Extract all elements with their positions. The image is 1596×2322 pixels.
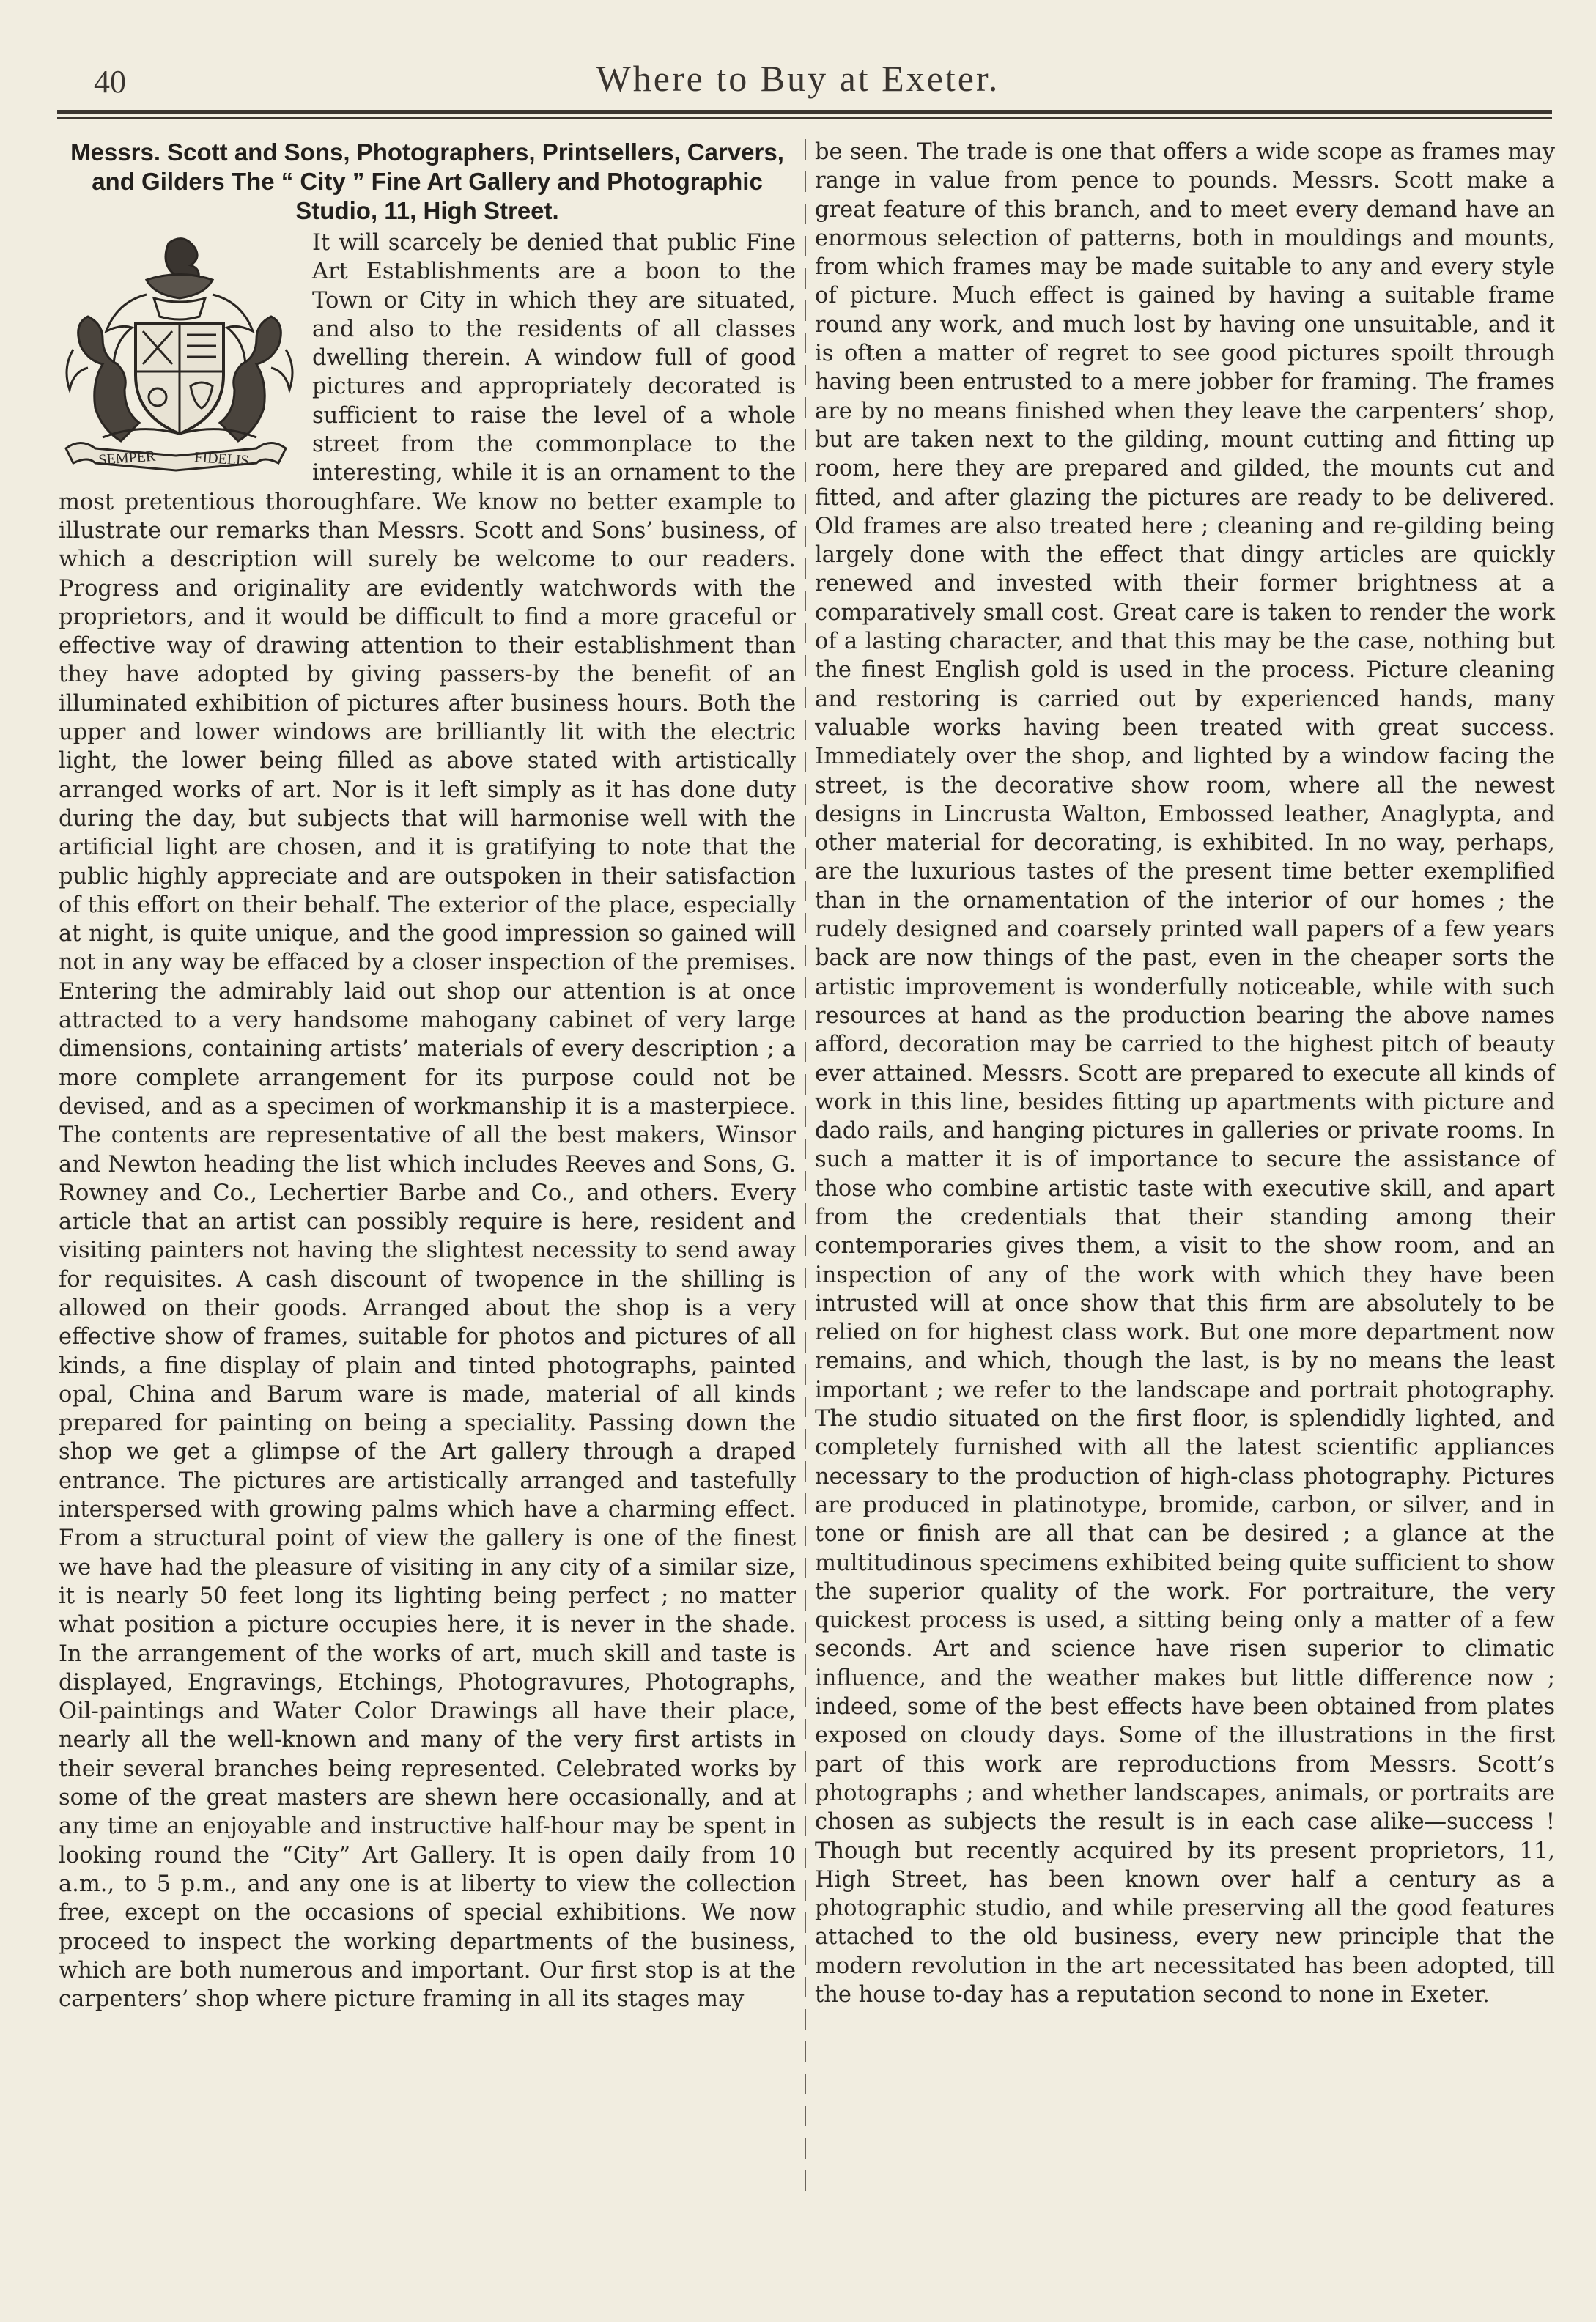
right-column [815, 138, 1555, 2009]
running-title: Where to Buy at Exeter. [596, 58, 1000, 99]
page-number: 40 [94, 64, 126, 100]
coat-of-arms-icon [59, 229, 300, 476]
motto-right: FIDELIS [193, 449, 250, 470]
right-column-text: be seen. The trade is one that offers a wide scope as frames may range in value from pence to pounds. Messrs. Scott make a great feature of this branch, and to meet every demand have an enormous selection of patterns, both in mouldings and mounts, from which frames may be made suitable to any and every style of picture. Much effect is gained by having a suitable frame round any work, and much lost by having one unsuitable, and it is often a matter of regret to see good pictures spoilt through having been entrusted to a mere jobber for framing. The frames are by no means finished when they leave the carpenters’ shop, but are taken next to the gilding, mount cutting and fitting up room, here they are prepared and gilded, the mounts cut and fitted, and after glazing the pictures are ready to be delivered. Old frames are also treated here ; cleaning and re-gilding being largely done with the effect that dingy articles are quickly renewed and invested with their former brightness at a comparatively small cost. Great care is taken to render the work of a lasting character, and that this may be the case, nothing but the finest English gold is used in the process. Picture cleaning and restoring is carried out by experienced hands, many valuable works having been treated with great success. Immediately over the shop, and lighted by a window facing the street, is the decorative show room, where all the newest designs in Lincrusta Walton, Embossed leather, Anaglypta, and other material for decorating, is exhibited. In no way, perhaps, are the luxurious tastes of the present time better exemplified than in the ornamentation of the interior of our homes ; the rudely designed and coarsely printed wall papers of a few years back are now things of the past, even in the cheaper sorts the artistic improvement is wonderfully noticeable, while with such resources at hand as the production bearing the above names afford, decoration may be carried to the highest pitch of beauty ever attained. Messrs. Scott are prepared to execute all kinds of work in this line, besides fitting up apartments with picture and dado rails, and hanging pictures in galleries or private rooms. In such a matter it is of importance to secure the assistance of those who combine artistic taste with executive skill, and apart from the credentials that their standing among their contemporaries gives them, a visit to the show room, and an inspection of any of the work with which they have been intrusted will at once show that this firm are absolutely to be relied on for highest class work. But one more department now remains, and which, though the last, is by no means the least important ; we refer to the landscape and portrait photography. The studio situated on the first floor, is splendidly lighted, and completely furnished with all the latest scientific appliances necessary to the production of high-class photography. Pictures are produced in platinotype, bromide, carbon, or silver, and in tone or finish are all that can be desired ; a glance at the multitudinous specimens exhibited being quite sufficient to show the superior quality of the work. For portraiture, the very quickest process is used, a sitting being only a matter of a few seconds. Art and science have risen superior to climatic influence, and the weather makes but little difference now ; indeed, some of the best effects have been obtained from plates exposed on cloudy days. Some of the illustrations in the first part of this work are reproductions from Messrs. Scott’s photographs ; and whether landscapes, animals, or portraits are chosen as subjects the result is in each case alike—success ! Though but recently acquired by its present proprietors, 11, High Street, has been known over half a century as a photographic studio, and while preserving all the good features attached to the old business, every new principle that the modern revolution in the art necessitated has been adopted, till the house to-day has a reputation second to none in Exeter. [815, 139, 1555, 2008]
left-column-text: It will scarcely be denied that public Fine Art Establishments are a boon to the Town or City in which they are situated, and also to the residents of all classes dwelling therein. A window full of good pictures and appropriately decorated is sufficient to raise the level of a whole street from the commonplace to the interesting, while it is an ornament to the most pretentious thoroughfare. We know no better example to illustrate our remarks than Messrs. Scott and Sons’ business, of which a description will surely be welcome to our readers. Progress and originality are evidently watchwords with the proprietors, and it would be difficult to find a more graceful or effective way of drawing attention to their establishment than they have adopted by giving passers-by the benefit of an illuminated exhibition of pictures after business hours. Both the upper and lower windows are brilliantly lit with the electric light, the lower being filled as above stated with artistically arranged works of art. Nor is it left simply as it has done duty during the day, but subjects that will harmonise well with the artificial light are chosen, and it is gratifying to note that the public highly appreciate and are outspoken in their satisfaction of this effort on their behalf. The exterior of the place, especially at night, is quite unique, and the good impression so gained will not in any way be effaced by a closer inspection of the premises. Entering the admirably laid out shop our attention is at once attracted to a very handsome mahogany cabinet of very large dimensions, containing artists’ materials of every description ; a more complete arrangement for its purpose could not be devised, and as a specimen of workmanship it is a masterpiece. The contents are representative of all the best makers, Winsor and Newton heading the list which includes Reeves and Sons, G. Rowney and Co., Lechertier Barbe and Co., and others. Every article that an artist can possibly require is here, resident and visiting painters not having the slightest necessity to send away for requisites. A cash discount of twopence in the shilling is allowed on their goods. Arranged about the shop is a very effective show of frames, suitable for photos and pictures of all kinds, a fine display of plain and tinted photographs, painted opal, China and Barum ware is made, material of all kinds prepared for painting on being a speciality. Passing down the shop we get a glimpse of the Art gallery through a draped entrance. The pictures are artistically arranged and tastefully interspersed with growing palms which have a charming effect. From a structural point of view the gallery is one of the finest we have had the pleasure of visiting in any city of a similar size, it is nearly 50 feet long its lighting being perfect ; no matter what position a picture occupies here, it is never in the shade. In the arrangement of the works of art, much skill and taste is displayed, Engravings, Etchings, Photogravures, Photographs, Oil-paintings and Water Color Drawings all have their place, nearly all the well-known and many of the very first artists in their several branches being represented. Celebrated works by some of the great masters are shewn here occasionally, and at any time an enjoyable and instructive half-hour may be spent in looking round the “City” Art Gallery. It is open daily from 10 a.m., to 5 p.m., and any one is at liberty to view the collection free, except on the occasions of special exhibitions. We now proceed to inspect the working departments of the business, which are both numerous and important. Our first stop is at the carpenters’ shop where picture framing in all its stages may [59, 230, 796, 2013]
article-heading: Messrs. Scott and Sons, Photographers, Printsellers, Carvers, and Gilders The “ City ” Fine Art Gallery and Photographic Studio, 11, High Street. [70, 138, 784, 224]
motto-left: SEMPER [97, 448, 156, 468]
header-rule [57, 110, 1552, 114]
header-rule-thin [57, 117, 1552, 119]
left-column [59, 138, 796, 2014]
column-divider [805, 139, 806, 2191]
coat-of-arms-illustration [59, 229, 300, 476]
